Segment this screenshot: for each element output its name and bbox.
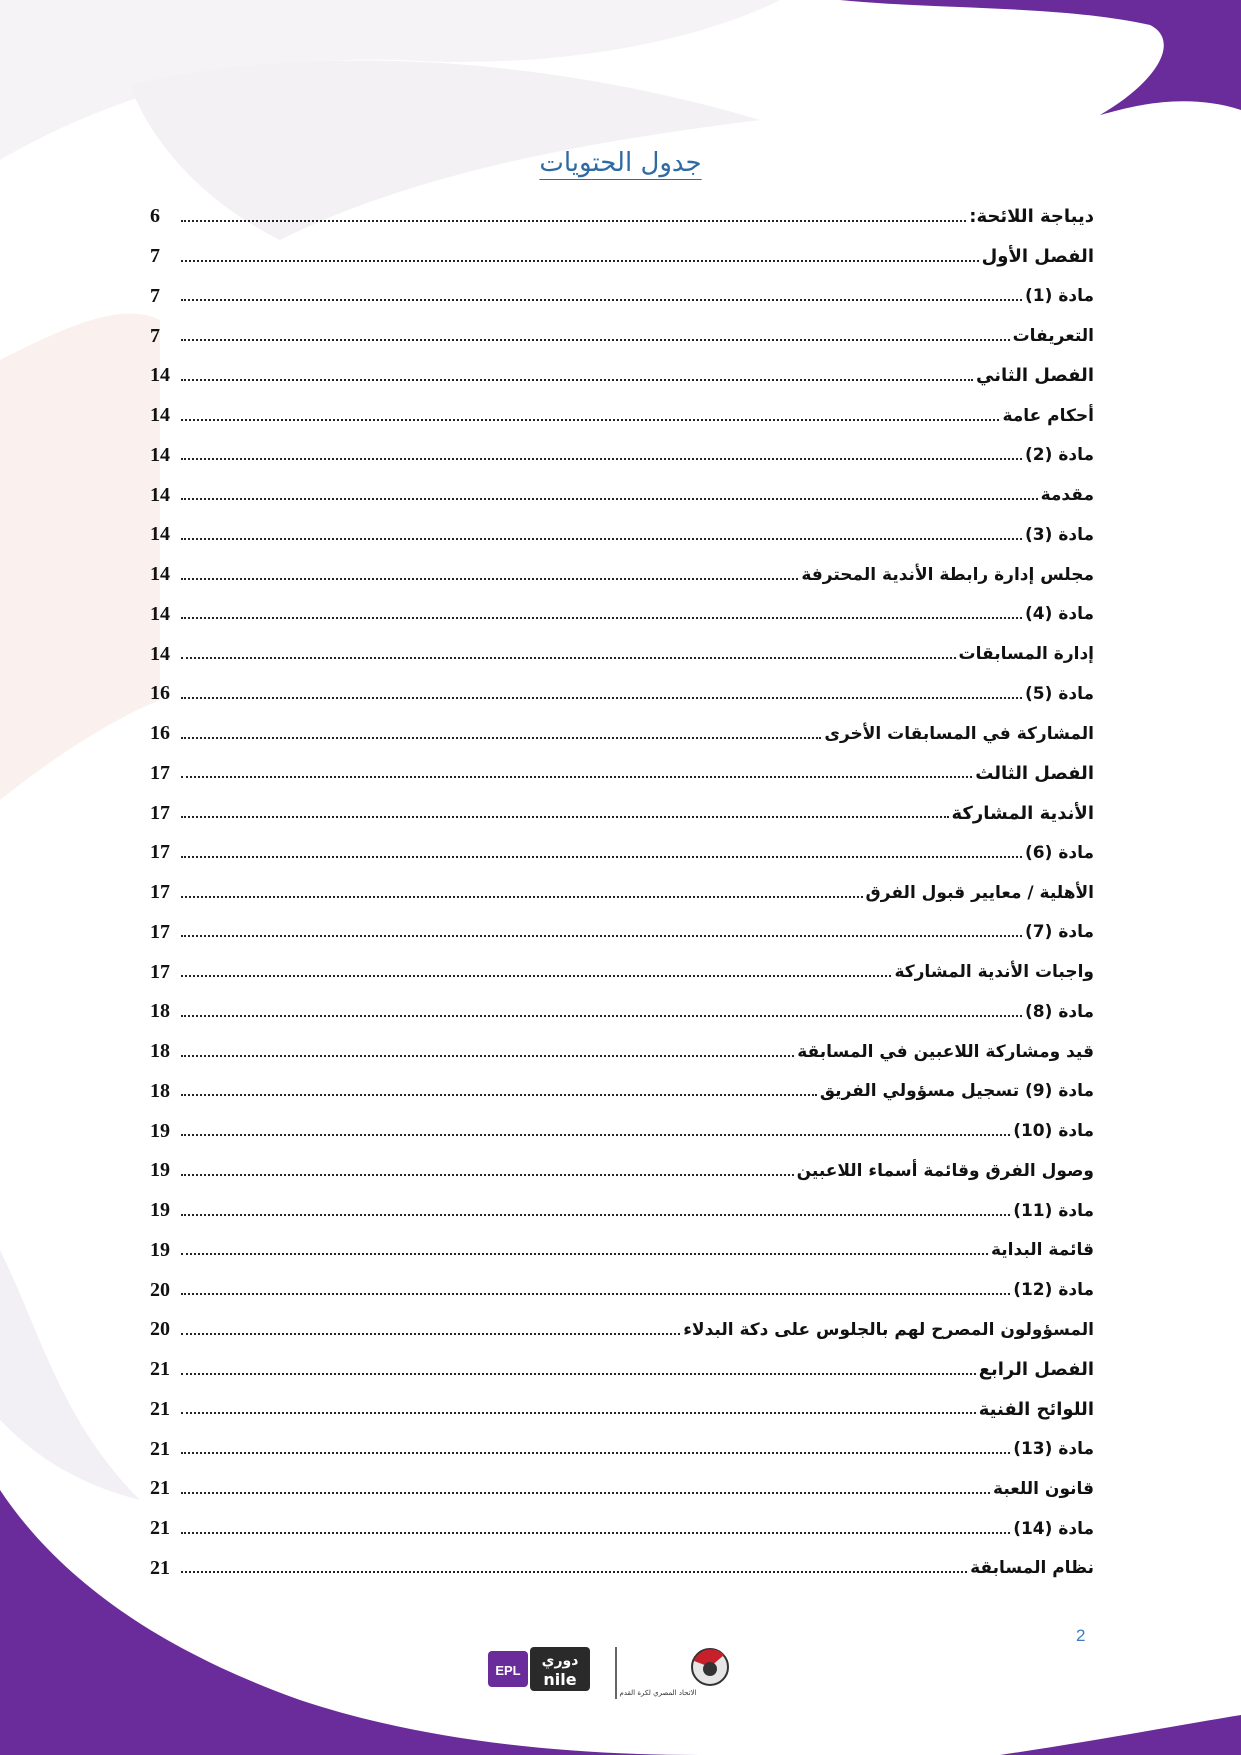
toc-entry-label: المسؤولون المصرح لهم بالجلوس على دكة البدلاء — [683, 1319, 1094, 1340]
toc-dot-leader — [181, 1373, 976, 1375]
federation-logo — [619, 1649, 728, 1697]
toc-entry-page: 7 — [150, 245, 160, 268]
toc-entry-page: 20 — [150, 1318, 170, 1341]
toc-entry-page: 18 — [150, 1079, 170, 1102]
toc-dot-leader — [181, 816, 949, 818]
page-number: 2 — [1076, 1626, 1086, 1645]
toc-entry[interactable] — [150, 1310, 1094, 1350]
toc-entry[interactable] — [150, 674, 1094, 714]
toc-entry[interactable] — [150, 436, 1094, 476]
toc-entry-page: 14 — [150, 483, 170, 506]
toc-entry-page: 14 — [150, 523, 170, 546]
toc-dot-leader — [181, 1492, 990, 1494]
toc-entry[interactable] — [150, 555, 1094, 595]
league-logo-top-text: دوري — [541, 1653, 579, 1669]
toc-entry-page: 19 — [150, 1159, 170, 1182]
toc-dot-leader — [181, 1015, 1022, 1017]
toc-entry-label: ديباجة اللائحة: — [969, 206, 1094, 228]
toc-entry[interactable] — [150, 992, 1094, 1032]
toc-dot-leader — [181, 299, 1022, 301]
toc-entry[interactable] — [150, 1072, 1094, 1112]
toc-dot-leader — [181, 1293, 1010, 1295]
toc-dot-leader — [181, 657, 956, 659]
toc-entry-page: 21 — [150, 1477, 170, 1500]
toc-entry-page: 21 — [150, 1556, 170, 1579]
toc-entry-label: مادة (6) — [1025, 842, 1094, 863]
toc-dot-leader — [181, 578, 798, 580]
toc-entry-page: 17 — [150, 881, 170, 904]
federation-text: الاتحاد المصري لكرة القدم — [619, 1689, 697, 1697]
toc-dot-leader — [181, 1094, 817, 1096]
toc-dot-leader — [181, 1055, 794, 1057]
league-logo-bottom-text: nile — [543, 1670, 577, 1689]
toc-entry-label: مادة (5) — [1025, 683, 1094, 704]
toc-title: جدول الحتويات — [539, 148, 702, 178]
toc-entry-label: الأهلية / معايير قبول الفرق — [865, 882, 1094, 903]
toc-dot-leader — [181, 379, 973, 381]
toc-dot-leader — [181, 498, 1038, 500]
toc-entry-page: 14 — [150, 443, 170, 466]
toc-entry-page: 19 — [150, 1199, 170, 1222]
toc-entry-page: 14 — [150, 563, 170, 586]
table-of-contents — [150, 197, 1094, 1588]
toc-entry-label: مجلس إدارة رابطة الأندية المحترفة — [801, 564, 1094, 585]
toc-entry-label: مادة (9) تسجيل مسؤولي الفريق — [819, 1081, 1094, 1102]
toc-entry[interactable] — [150, 1350, 1094, 1390]
toc-entry[interactable] — [150, 634, 1094, 674]
toc-dot-leader — [181, 737, 821, 739]
toc-entry-page: 7 — [150, 284, 160, 307]
toc-entry-page: 17 — [150, 761, 170, 784]
toc-entry[interactable] — [150, 237, 1094, 277]
toc-entry-label: الأندية المشاركة — [951, 802, 1094, 824]
toc-dot-leader — [181, 1452, 1010, 1454]
toc-dot-leader — [181, 935, 1022, 937]
toc-entry-label: وصول الفرق وقائمة أسماء اللاعبين — [796, 1160, 1094, 1181]
toc-entry-label: المشاركة في المسابقات الأخرى — [824, 723, 1094, 744]
toc-entry-label: مادة (14) — [1013, 1518, 1094, 1539]
toc-dot-leader — [181, 1134, 1010, 1136]
toc-entry-label: مادة (1) — [1025, 286, 1094, 307]
toc-entry-page: 17 — [150, 960, 170, 983]
toc-entry[interactable] — [150, 833, 1094, 873]
toc-entry[interactable] — [150, 1032, 1094, 1072]
toc-entry-label: نظام المسابقة — [970, 1558, 1094, 1579]
toc-entry-label: مادة (3) — [1025, 524, 1094, 545]
toc-entry-label: الفصل الأول — [981, 246, 1094, 268]
toc-entry[interactable] — [150, 913, 1094, 953]
toc-entry-label: الفصل الثالث — [975, 762, 1094, 784]
toc-dot-leader — [181, 220, 966, 222]
toc-dot-leader — [181, 697, 1022, 699]
toc-entry-label: إدارة المسابقات — [958, 644, 1094, 665]
toc-entry[interactable] — [150, 1231, 1094, 1271]
toc-entry-page: 18 — [150, 1000, 170, 1023]
toc-entry[interactable] — [150, 1469, 1094, 1509]
toc-entry[interactable] — [150, 277, 1094, 317]
toc-dot-leader — [181, 1571, 967, 1573]
toc-dot-leader — [181, 1174, 794, 1176]
toc-entry[interactable] — [150, 1509, 1094, 1549]
toc-entry-page: 18 — [150, 1040, 170, 1063]
toc-entry-label: الفصل الرابع — [978, 1359, 1094, 1381]
toc-dot-leader — [181, 1214, 1010, 1216]
toc-entry-label: التعريفات — [1012, 326, 1094, 347]
toc-entry[interactable] — [150, 515, 1094, 555]
toc-entry-label: قانون اللعبة — [993, 1478, 1094, 1499]
toc-entry-page: 21 — [150, 1517, 170, 1540]
toc-entry-page: 14 — [150, 404, 170, 427]
toc-entry[interactable] — [150, 595, 1094, 635]
toc-entry-label: مقدمة — [1040, 485, 1094, 506]
toc-dot-leader — [181, 260, 979, 262]
toc-dot-leader — [181, 856, 1022, 858]
toc-entry-page: 17 — [150, 841, 170, 864]
toc-entry-label: أحكام عامة — [1002, 405, 1094, 426]
toc-entry-page: 17 — [150, 920, 170, 943]
toc-entry-label: قائمة البداية — [990, 1240, 1094, 1261]
toc-entry-page: 14 — [150, 602, 170, 625]
toc-dot-leader — [181, 339, 1010, 341]
toc-entry-page: 21 — [150, 1397, 170, 1420]
toc-entry[interactable] — [150, 714, 1094, 754]
toc-entry-label: مادة (10) — [1013, 1121, 1094, 1142]
toc-entry[interactable] — [150, 1151, 1094, 1191]
toc-entry-label: اللوائح الفنية — [978, 1398, 1094, 1420]
toc-entry[interactable] — [150, 873, 1094, 913]
toc-dot-leader — [181, 1333, 680, 1335]
toc-dot-leader — [181, 975, 891, 977]
toc-entry-page: 14 — [150, 364, 170, 387]
toc-entry-page: 19 — [150, 1238, 170, 1261]
toc-entry[interactable] — [150, 952, 1094, 992]
toc-entry[interactable] — [150, 793, 1094, 833]
toc-dot-leader — [181, 776, 972, 778]
toc-entry-page: 16 — [150, 682, 170, 705]
toc-entry[interactable] — [150, 475, 1094, 515]
toc-dot-leader — [181, 458, 1022, 460]
footer-logos — [488, 1643, 758, 1703]
toc-entry-label: واجبات الأندية المشاركة — [894, 962, 1094, 983]
toc-entry[interactable] — [150, 1390, 1094, 1430]
toc-entry-page: 17 — [150, 801, 170, 824]
toc-entry-label: مادة (11) — [1013, 1200, 1094, 1221]
toc-entry-label: مادة (13) — [1013, 1439, 1094, 1460]
toc-entry[interactable] — [150, 1111, 1094, 1151]
toc-entry[interactable] — [150, 1270, 1094, 1310]
toc-dot-leader — [181, 1412, 976, 1414]
toc-entry-page: 14 — [150, 642, 170, 665]
toc-entry[interactable] — [150, 1191, 1094, 1231]
toc-entry-label: مادة (4) — [1025, 604, 1094, 625]
toc-entry[interactable] — [150, 356, 1094, 396]
toc-entry[interactable] — [150, 1429, 1094, 1469]
toc-entry-page: 7 — [150, 324, 160, 347]
toc-entry-label: قيد ومشاركة اللاعبين في المسابقة — [797, 1041, 1094, 1062]
toc-entry[interactable] — [150, 754, 1094, 794]
toc-dot-leader — [181, 896, 863, 898]
toc-entry-page: 19 — [150, 1119, 170, 1142]
toc-entry-page: 6 — [150, 205, 160, 228]
toc-dot-leader — [181, 1253, 988, 1255]
toc-dot-leader — [181, 617, 1022, 619]
toc-entry-page: 21 — [150, 1437, 170, 1460]
toc-entry[interactable] — [150, 316, 1094, 356]
toc-entry[interactable] — [150, 197, 1094, 237]
toc-entry[interactable] — [150, 1549, 1094, 1589]
toc-dot-leader — [181, 419, 999, 421]
toc-entry-page: 21 — [150, 1358, 170, 1381]
epl-badge-text: EPL — [495, 1663, 521, 1678]
nile-league-logo — [488, 1647, 590, 1691]
toc-entry-label: مادة (7) — [1025, 922, 1094, 943]
toc-dot-leader — [181, 1532, 1010, 1534]
toc-entry-label: مادة (12) — [1013, 1280, 1094, 1301]
toc-entry-page: 20 — [150, 1278, 170, 1301]
toc-entry-label: مادة (8) — [1025, 1001, 1094, 1022]
toc-entry[interactable] — [150, 396, 1094, 436]
toc-entry-page: 16 — [150, 722, 170, 745]
toc-dot-leader — [181, 538, 1022, 540]
toc-entry-label: مادة (2) — [1025, 445, 1094, 466]
toc-entry-label: الفصل الثاني — [976, 365, 1094, 387]
